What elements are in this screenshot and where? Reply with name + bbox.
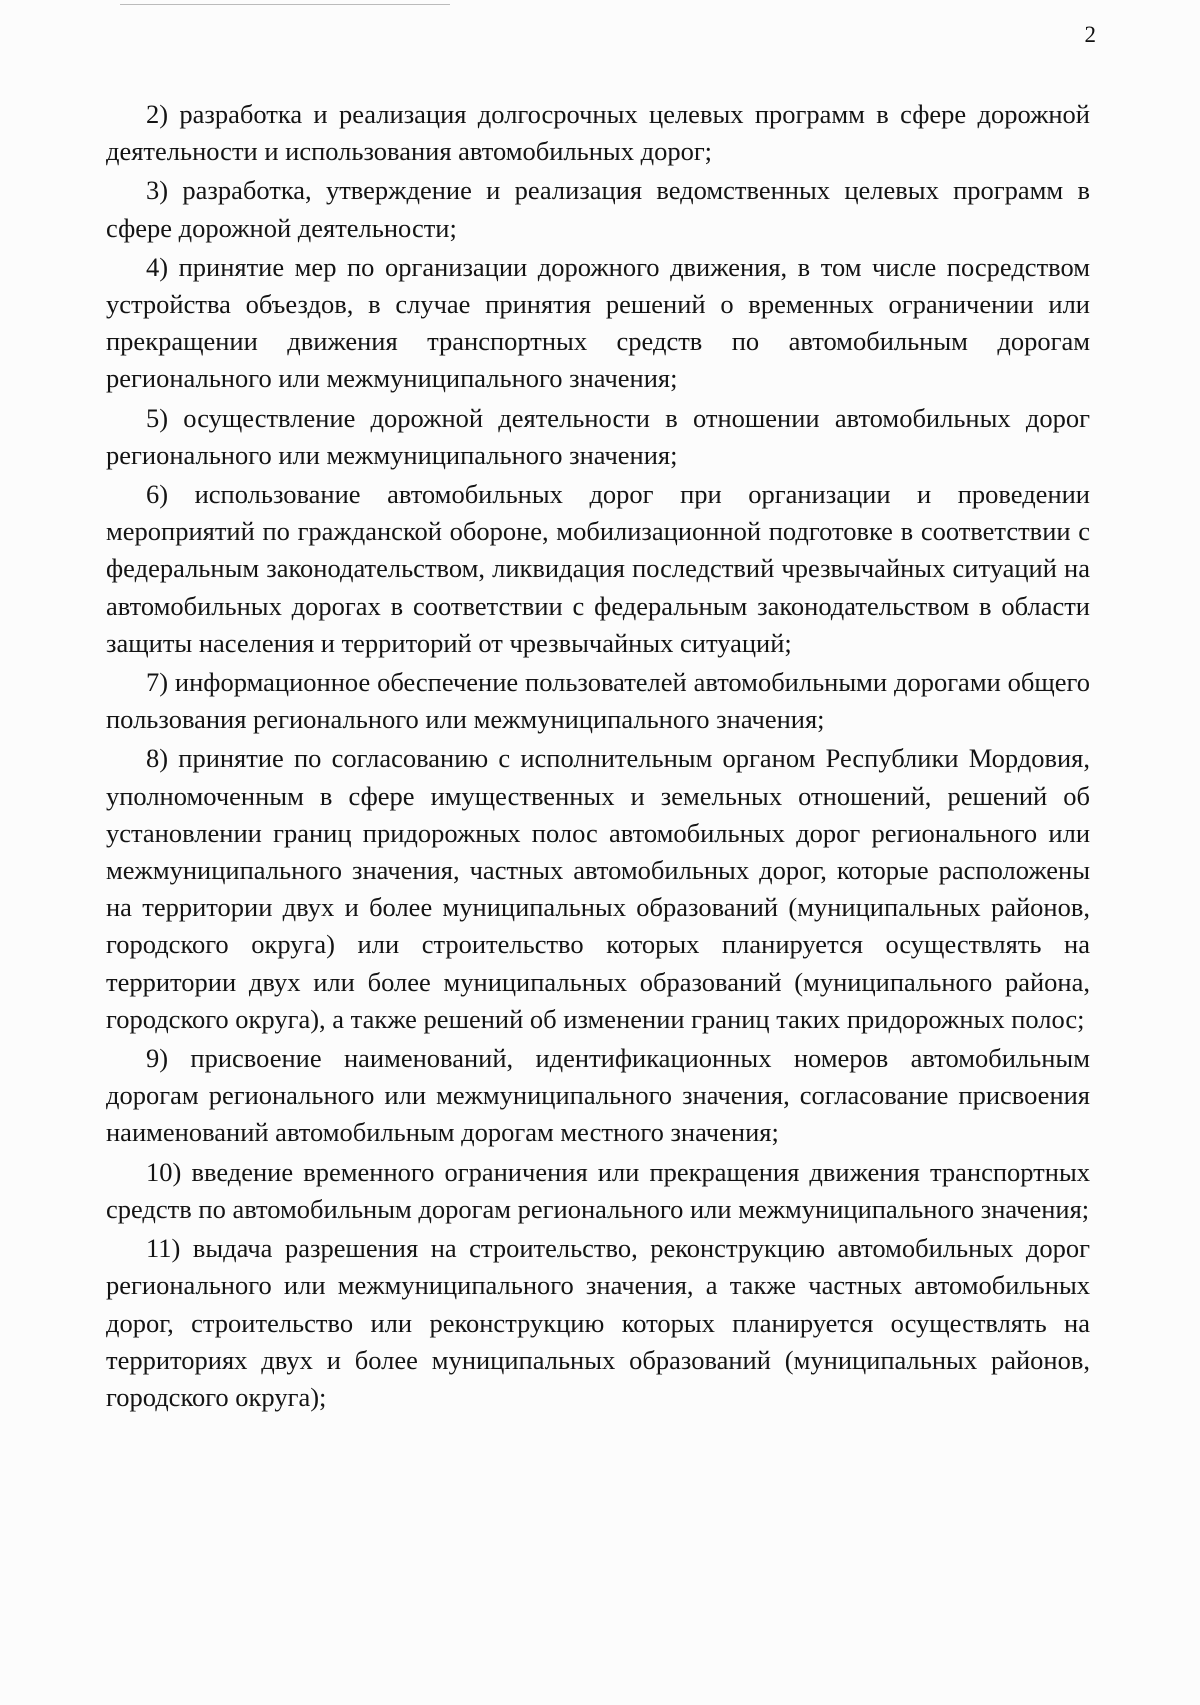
paragraph-item-10: 10) введение временного ограничения или прекращения движения транспортных средств по автомобильным дорогам регионального или межмуниципального значения; (106, 1156, 1090, 1224)
paragraph-item-5: 5) осуществление дорожной деятельности в отношении автомобильных дорог регионального или межмуниципального значения; (106, 402, 1090, 470)
paragraph-item-7: 7) информационное обеспечение пользователей автомобильными дорогами общего пользования регионального или межмуниципального значения; (106, 667, 1090, 735)
paragraph-item-9: 9) присвоение наименований, идентификационных номеров автомобильным дорогам регионального или межмуниципального значения, согласование присвоения наименований автомобильным дорогам местного значения; (106, 1043, 1090, 1148)
scan-edge-line (120, 4, 450, 5)
document-body (106, 96, 1090, 1418)
paragraph-item-6: 6) использование автомобильных дорог при организации и проведении мероприятий по гражданской обороне, мобилизационной подготовке в соответствии с федеральным законодательством, ликвидация последствий чрезвычайных ситуаций на автомобильных дорогах в соответствии с федеральным законодательством в области защиты населения и территорий от чрезвычайных ситуаций; (106, 479, 1090, 658)
paragraph-item-8: 8) принятие по согласованию с исполнительным органом Республики Мордовия, уполномоченным в сфере имущественных и земельных отношений, решений об установлении границ придорожных полос автомобильных дорог регионального или межмуниципального значения, частных автомобильных дорог, которые расположены на территории двух и более муниципальных образований (муниципальных районов, городского округа) или строительство которых планируется осуществлять на территории двух или более муниципальных образований (муниципального района, городского округа), а также решений об изменении границ таких придорожных полос; (106, 743, 1090, 1034)
paragraph-item-11: 11) выдача разрешения на строительство, реконструкцию автомобильных дорог регионального или межмуниципального значения, а также частных автомобильных дорог, строительство или реконструкцию которых планируется осуществлять на территориях двух и более муниципальных образований (муниципальных районов, городского округа); (106, 1233, 1090, 1412)
paragraph-item-3: 3) разработка, утверждение и реализация ведомственных целевых программ в сфере дорожной деятельности; (106, 175, 1090, 243)
paragraph-item-4: 4) принятие мер по организации дорожного движения, в том числе посредством устройства объездов, в случае принятия решений о временных ограничении или прекращении движения транспортных средств по автомобильным дорогам регионального или межмуниципального значения; (106, 251, 1090, 394)
page-number: 2 (1084, 22, 1096, 47)
paragraph-item-2: 2) разработка и реализация долгосрочных целевых программ в сфере дорожной деятельности и использования автомобильных дорог; (106, 99, 1090, 167)
